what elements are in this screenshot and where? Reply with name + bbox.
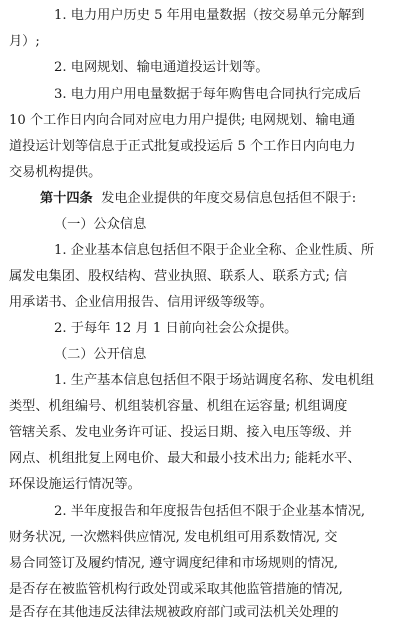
text-line: 道投运计划等信息于正式批复或投运后 5 个工作日内向电力 xyxy=(9,139,356,154)
text-line: 月）; xyxy=(9,34,40,49)
text-line: 1. 电力用户历史 5 年用电量数据（按交易单元分解到 xyxy=(54,8,365,23)
section-heading: （二）公开信息 xyxy=(54,347,147,362)
text-line: 2. 电网规划、输电通道投运计划等。 xyxy=(54,60,269,75)
text-line: 易合同签订及履约情况, 遵守调度纪律和市场规则的情况, xyxy=(9,556,339,571)
text-line: 财务状况, 一次燃料供应情况, 发电机组可用系数情况, 交 xyxy=(9,530,338,545)
text-line: 1. 企业基本信息包括但不限于企业全称、企业性质、所 xyxy=(54,243,375,258)
article-heading-line xyxy=(40,190,356,208)
text-line: 是否存在被监管机构行政处罚或采取其他监管措施的情况, xyxy=(9,582,343,597)
text-line: 网点、机组批复上网电价、最大和最小技术出力; 能耗水平、 xyxy=(9,451,361,466)
text-line: 环保设施运行情况等。 xyxy=(9,477,141,492)
text-line: 是否存在其他违反法律法规被政府部门或司法机关处理的 xyxy=(9,605,339,620)
text-line: 用承诺书、企业信用报告、信用评级等级等。 xyxy=(9,295,273,310)
article-text: 发电企业提供的年度交易信息包括但不限于: xyxy=(101,191,357,206)
text-line: 2. 于每年 12 月 1 日前向社会公众提供。 xyxy=(54,321,298,336)
text-line: 3. 电力用户用电量数据于每年购售电合同执行完成后 xyxy=(54,87,361,102)
text-line: 交易机构提供。 xyxy=(9,165,102,180)
text-line: 1. 生产基本信息包括但不限于场站调度名称、发电机组 xyxy=(54,373,375,388)
text-line: 类型、机组编号、机组装机容量、机组在运容量; 机组调度 xyxy=(9,399,348,414)
article-number: 第十四条 xyxy=(40,191,93,206)
text-line: 2. 半年度报告和年度报告包括但不限于企业基本情况, xyxy=(54,504,366,519)
text-line: 管辖关系、发电业务许可证、投运日期、接入电压等级、并 xyxy=(9,425,352,440)
text-line: 10 个工作日内向合同对应电力用户提供; 电网规划、输电通 xyxy=(9,113,356,128)
section-heading: （一）公众信息 xyxy=(54,217,147,232)
text-line: 属发电集团、股权结构、营业执照、联系人、联系方式; 信 xyxy=(9,269,348,284)
